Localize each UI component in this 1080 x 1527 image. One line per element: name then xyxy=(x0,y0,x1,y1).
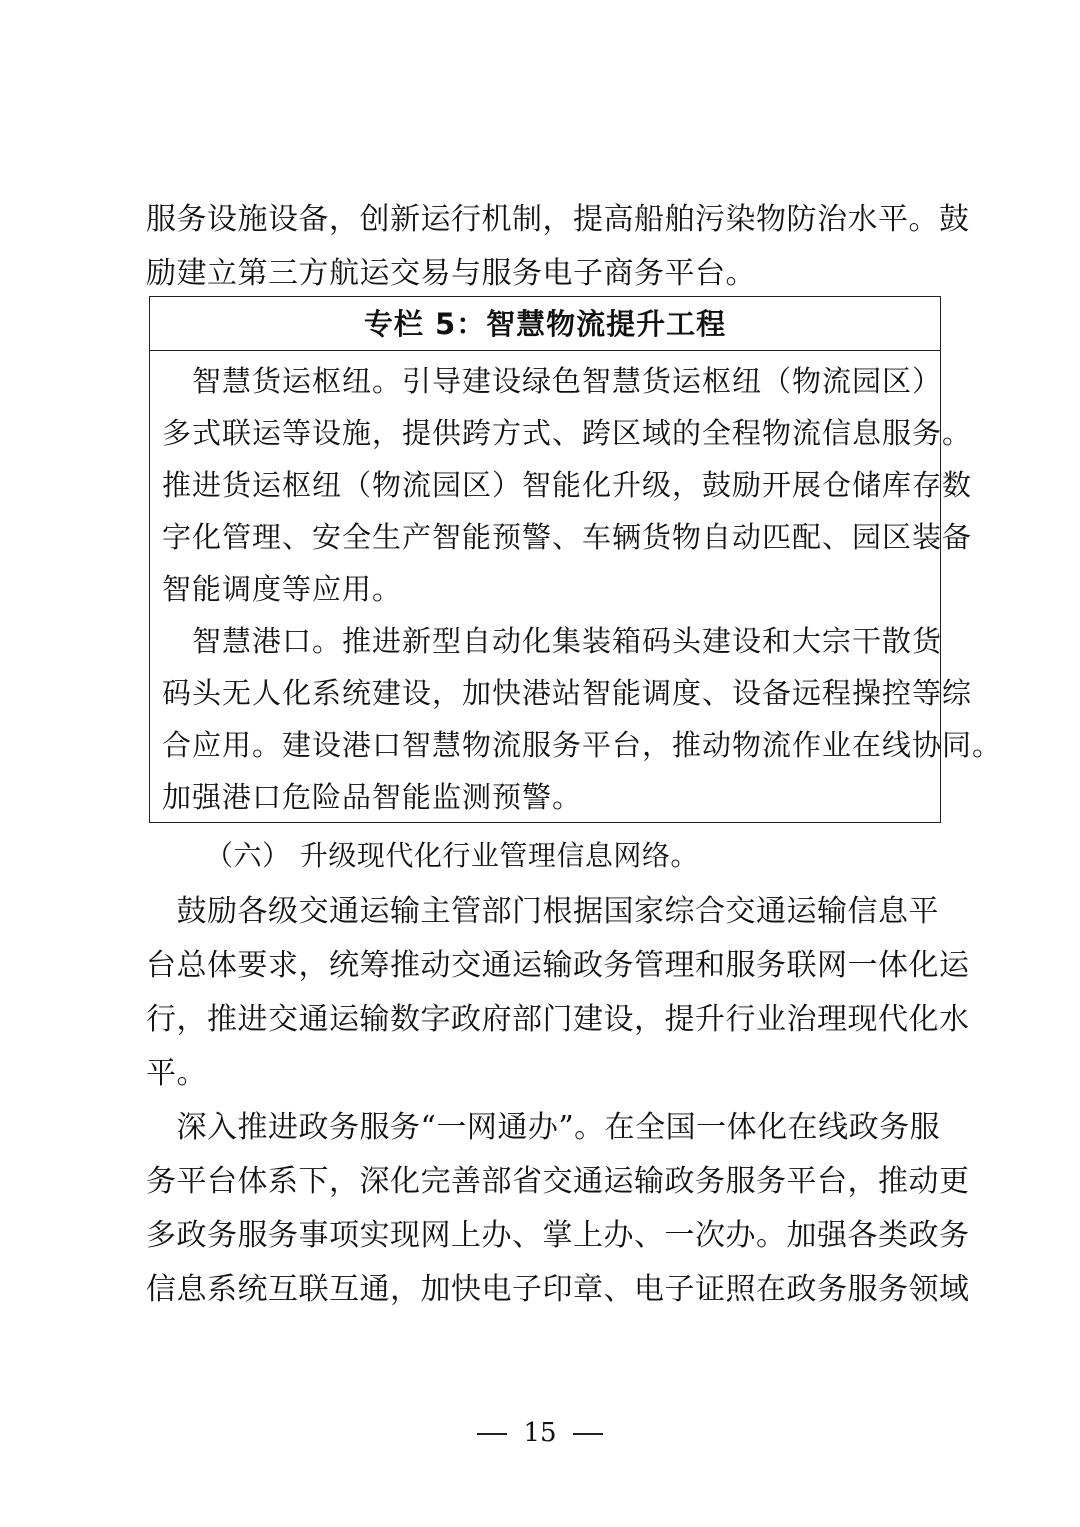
column-line: 智慧货运枢纽。引导建设绿色智慧货运枢纽（物流园区） xyxy=(162,364,943,398)
column-line: 合应用。建设港口智慧物流服务平台，推动物流作业在线协同。 xyxy=(162,728,1003,762)
footer-dash-right xyxy=(573,1433,603,1435)
column-box xyxy=(149,296,1003,823)
column-line: 智慧港口。推进新型自动化集装箱码头建设和大宗干散货 xyxy=(162,624,943,658)
column-line: 多式联运等设施，提供跨方式、跨区域的全程物流信息服务。 xyxy=(162,416,973,450)
column-line: 加强港口危险品智能监测预警。 xyxy=(162,780,583,814)
page-footer xyxy=(0,1416,1080,1450)
paragraph-line: 服务设施设备，创新运行机制，提高船舶污染物防治水平。鼓 xyxy=(146,202,970,237)
paragraph-line: 平。 xyxy=(146,1056,207,1091)
paragraph-line: 信息系统互联互通，加快电子印章、电子证照在政务服务领域 xyxy=(146,1272,970,1307)
page-number: 15 xyxy=(523,1418,557,1448)
paragraph-line: 多政务服务事项实现网上办、掌上办、一次办。加强各类政务 xyxy=(146,1218,970,1253)
paragraph-line: 务平台体系下，深化完善部省交通运输政务服务平台，推动更 xyxy=(146,1164,970,1199)
paragraph-line: 深入推进政务服务“一网通办”。在全国一体化在线政务服 xyxy=(146,1110,941,1145)
column-title-row xyxy=(150,297,940,351)
column-line: 字化管理、安全生产智能预警、车辆货物自动匹配、园区装备 xyxy=(162,520,973,554)
column-line: 码头无人化系统建设，加快港站智能调度、设备远程操控等综 xyxy=(162,676,973,710)
column-line: 智能调度等应用。 xyxy=(162,572,403,606)
footer-dash-left xyxy=(477,1433,507,1435)
column-title: 专栏 5：智慧物流提升工程 xyxy=(363,307,727,341)
paragraph-line: 鼓励各级交通运输主管部门根据国家综合交通运输信息平 xyxy=(146,894,939,929)
section-heading: （六） 升级现代化行业管理信息网络。 xyxy=(205,839,699,872)
column-line: 推进货运枢纽（物流园区）智能化升级，鼓励开展仓储库存数 xyxy=(162,468,973,502)
paragraph-line: 励建立第三方航运交易与服务电子商务平台。 xyxy=(146,256,756,291)
paragraph-line: 台总体要求，统筹推动交通运输政务管理和服务联网一体化运 xyxy=(146,948,970,983)
paragraph-line: 行，推进交通运输数字政府部门建设，提升行业治理现代化水 xyxy=(146,1002,970,1037)
